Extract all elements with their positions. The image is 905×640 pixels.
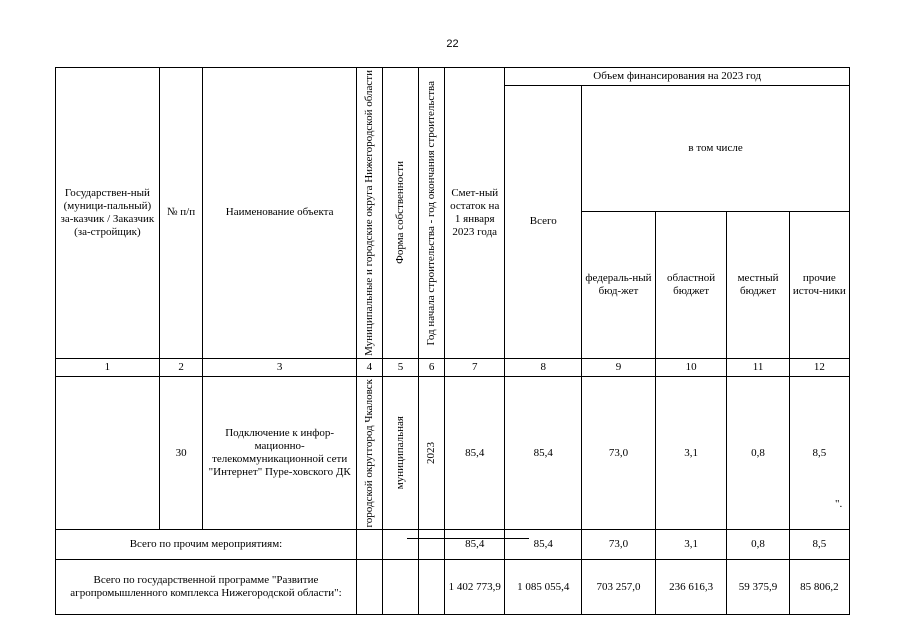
header-ownership: [382, 68, 418, 359]
subtotal-balance: 85,4: [445, 530, 505, 560]
row-municipality-text: городской округгород Чкаловск: [362, 378, 375, 528]
table-row: [56, 376, 850, 529]
subtotal-empty-cell: [419, 530, 445, 560]
column-number: 1: [56, 358, 160, 376]
header-ownership-text: Форма собственности: [394, 161, 407, 265]
footnote-separator: [407, 538, 529, 539]
grand-total-row: [56, 560, 850, 615]
column-number: 8: [505, 358, 582, 376]
row-ownership: [382, 376, 418, 529]
grand-total-federal: 703 257,0: [582, 560, 656, 615]
row-years-text: 2023: [425, 442, 438, 465]
row-regional: 3,1: [655, 376, 727, 529]
header-balance: Смет-ный остаток на 1 января 2023 года: [445, 68, 505, 359]
header-regional: областной бюджет: [655, 211, 727, 358]
row-years: [419, 376, 445, 529]
column-number: 3: [203, 358, 357, 376]
header-funding-title: Объем финансирования на 2023 год: [505, 68, 850, 86]
column-number: 2: [159, 358, 203, 376]
subtotal-row: [56, 530, 850, 560]
column-number: 7: [445, 358, 505, 376]
header-years: [419, 68, 445, 359]
grand-total-total: 1 085 055,4: [505, 560, 582, 615]
column-number: 6: [419, 358, 445, 376]
grand-total-empty-cell: [419, 560, 445, 615]
row-municipality: [356, 376, 382, 529]
row-customer: [56, 376, 160, 529]
row-ownership-text: муниципальная: [394, 416, 407, 490]
grand-total-balance: 1 402 773,9: [445, 560, 505, 615]
header-object-name: Наименование объекта: [203, 68, 357, 359]
subtotal-federal: 73,0: [582, 530, 656, 560]
column-number-row: [56, 358, 850, 376]
row-local: 0,8: [727, 376, 789, 529]
row-balance: 85,4: [445, 376, 505, 529]
row-federal: 73,0: [582, 376, 656, 529]
subtotal-local: 0,8: [727, 530, 789, 560]
subtotal-empty-cell: [382, 530, 418, 560]
grand-total-label: Всего по государственной программе "Развитие агропромышленного комплекса Нижегородской области":: [56, 560, 357, 615]
header-customer: Государствен-ный (муници-пальный) за-казчик / Заказчик (за-стройщик): [56, 68, 160, 359]
header-other: прочие источ-ники: [789, 211, 849, 358]
header-municipality: [356, 68, 382, 359]
subtotal-total: 85,4: [505, 530, 582, 560]
row-object-name: Подключение к инфор-мационно-телекоммуникационной сети "Интернет" Пуре-ховского ДК: [203, 376, 357, 529]
column-number: 5: [382, 358, 418, 376]
column-number: 9: [582, 358, 656, 376]
column-number: 4: [356, 358, 382, 376]
grand-total-empty-cell: [382, 560, 418, 615]
row-other: 8,5: [789, 376, 849, 529]
column-number: 12: [789, 358, 849, 376]
subtotal-label: Всего по прочим мероприятиям:: [56, 530, 357, 560]
grand-total-regional: 236 616,3: [655, 560, 727, 615]
header-years-text: Год начала строительства - год окончания строительства: [425, 80, 438, 346]
header-local: местный бюджет: [727, 211, 789, 358]
subtotal-other: 8,5: [789, 530, 849, 560]
header-including: в том числе: [582, 86, 850, 212]
header-municipality-text: Муниципальные и городские округа Нижегородской области: [362, 70, 375, 356]
column-number: 11: [727, 358, 789, 376]
grand-total-other: 85 806,2: [789, 560, 849, 615]
header-number: № п/п: [159, 68, 203, 359]
page-number: 22: [446, 38, 459, 50]
subtotal-empty-cell: [356, 530, 382, 560]
grand-total-local: 59 375,9: [727, 560, 789, 615]
row-number: 30: [159, 376, 203, 529]
financing-table: [55, 67, 850, 615]
closing-quote: ".: [835, 498, 843, 510]
row-total: 85,4: [505, 376, 582, 529]
column-number: 10: [655, 358, 727, 376]
header-total: Всего: [505, 86, 582, 359]
grand-total-empty-cell: [356, 560, 382, 615]
header-federal: федераль-ный бюд-жет: [582, 211, 656, 358]
subtotal-regional: 3,1: [655, 530, 727, 560]
